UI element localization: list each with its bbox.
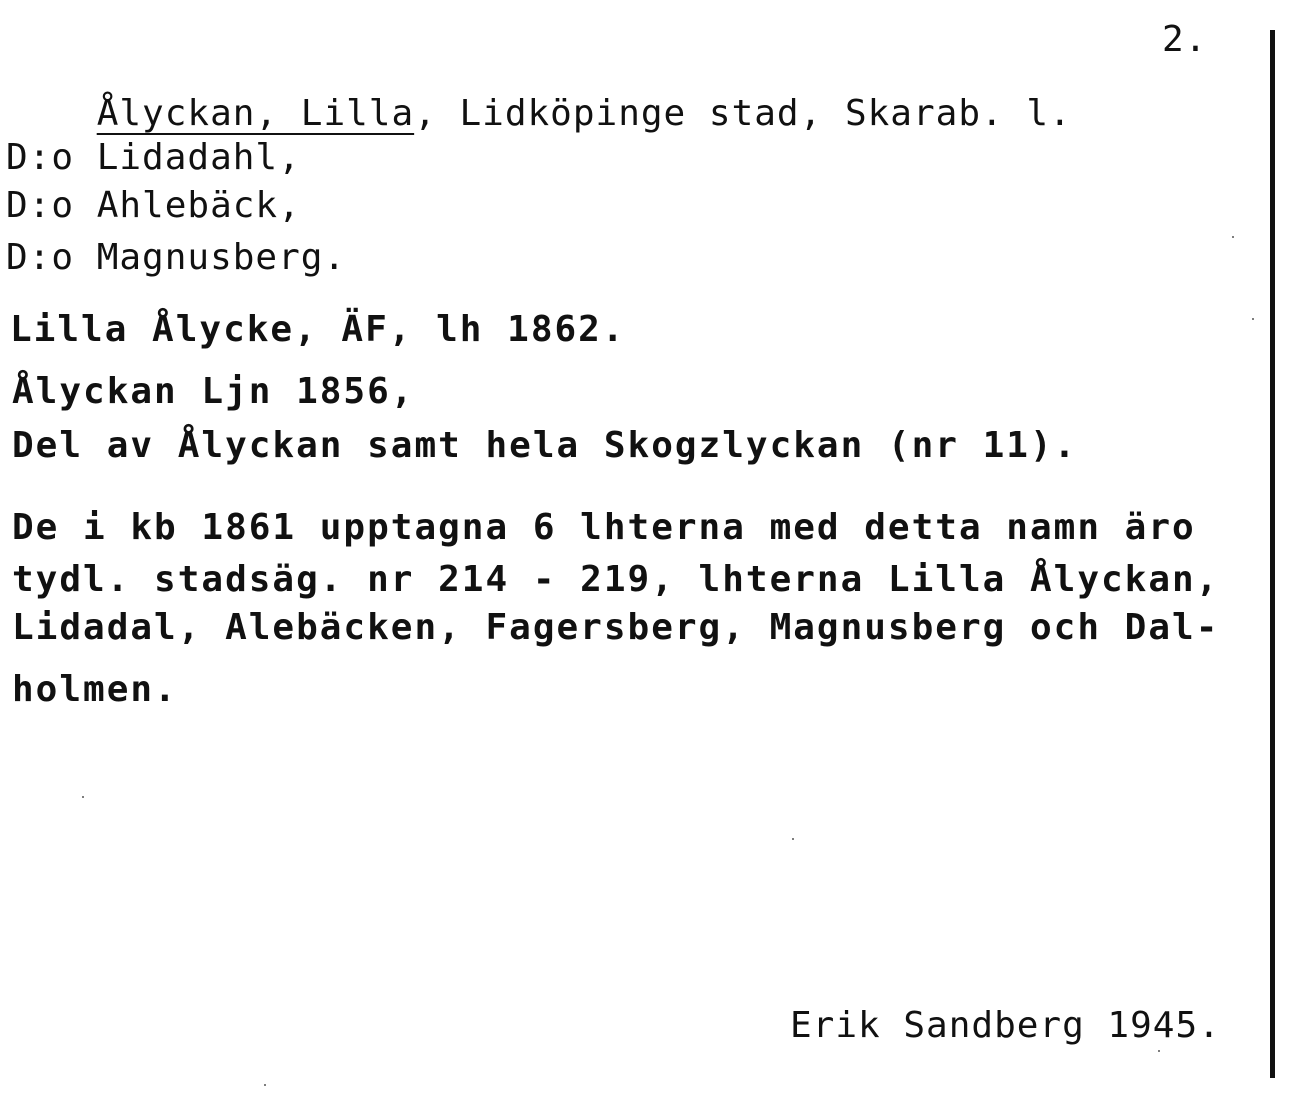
paper-speck (1158, 1050, 1160, 1052)
signature: Erik Sandberg 1945. (790, 1005, 1221, 1046)
note-line: Lidadal, Alebäcken, Fagersberg, Magnusberg och Dal- (12, 607, 1220, 648)
source-line: Del av Ålyckan samt hela Skogzlyckan (nr 11). (12, 425, 1078, 466)
source-line: Ålyckan Ljn 1856, (12, 371, 415, 412)
paper-speck (264, 1084, 266, 1086)
paper-speck (792, 838, 794, 840)
card-right-edge (1270, 30, 1275, 1078)
note-line: holmen. (12, 669, 178, 710)
paper-speck (82, 796, 84, 798)
ditto-line: D:o Magnusberg. (6, 237, 347, 278)
ditto-line: D:o Ahlebäck, (6, 185, 301, 226)
source-line: Lilla Ålycke, ÄF, lh 1862. (10, 309, 626, 350)
page-number: 2. (1162, 19, 1208, 60)
heading-location: , Lidköpinge stad, Skarab. l. (414, 93, 1072, 134)
note-line: tydl. stadsäg. nr 214 - 219, lhterna Lilla Ålyckan, (12, 559, 1220, 600)
place-name: Ålyckan, Lilla (96, 93, 415, 134)
ditto-line: D:o Lidadahl, (6, 137, 301, 178)
paper-speck (1252, 318, 1254, 320)
paper-speck (1232, 236, 1234, 238)
note-line: De i kb 1861 upptagna 6 lhterna med detta namn äro (12, 507, 1196, 548)
